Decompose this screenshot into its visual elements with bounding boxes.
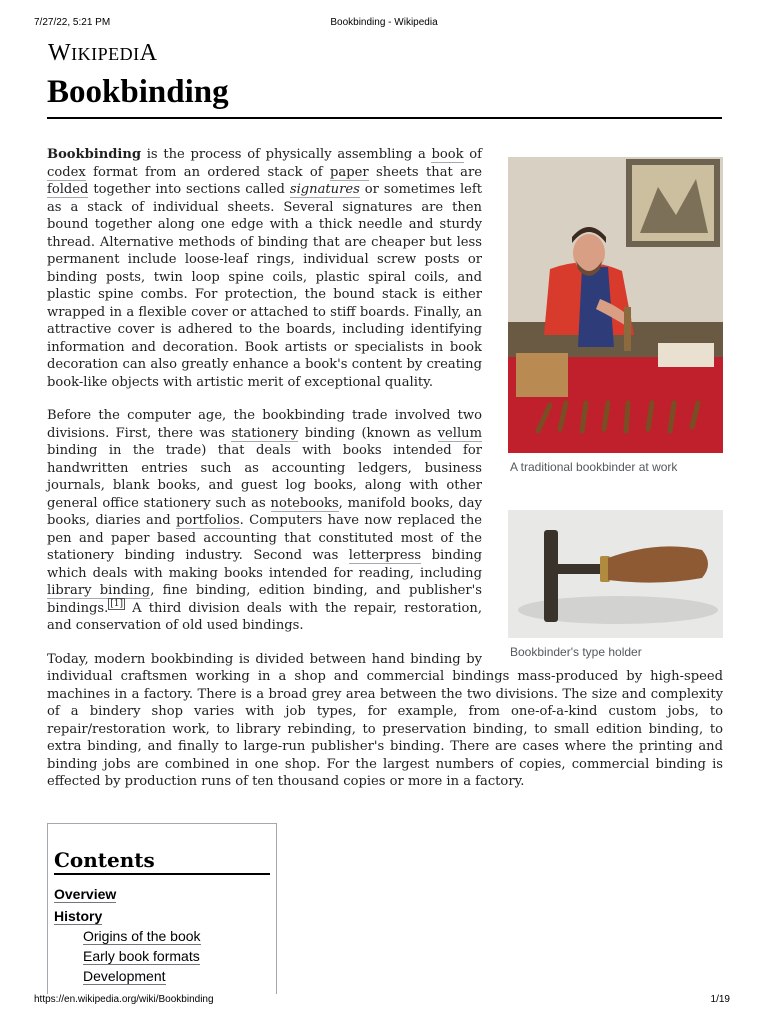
inline-link[interactable]: letterpress (348, 548, 422, 563)
wikipedia-wordmark[interactable]: WIKIPEDIA (48, 40, 158, 66)
inline-link[interactable]: book (431, 147, 464, 162)
inline-link[interactable]: library binding (47, 583, 151, 598)
inline-link[interactable]: codex (47, 164, 86, 180)
type-holder-photo[interactable] (508, 510, 723, 642)
print-url: https://en.wikipedia.org/wiki/Bookbinding (34, 994, 214, 1005)
toc-item-origins[interactable]: Origins of the book (83, 928, 201, 944)
paragraph-intro: Bookbinding is the process of physically assembling a book of codex format from an ordered stack of paper sheets that are folded together into sections called signatures or sometimes left as a stack of individual sheets. Several signatures are then bound together along one edge with a thick needle and sturdy thread. Alternative methods of binding that are cheaper but less permanent include loose-leaf rings, individual screw posts or binding posts, twin loop spine coils, plastic spiral coils, and plastic spine combs. For protection, the bound stack is either wrapped in a flexible cover or attached to stiff boards. Finally, an attractive cover is adhered to the boards, including identifying information and decoration. Book artists or specialists in book decoration can also greatly enhance a book's content by creating book-like objects with artistic merit of exceptional quality. (47, 147, 482, 390)
print-datetime: 7/27/22, 5:21 PM (34, 17, 111, 28)
inline-link[interactable]: stationery (231, 425, 299, 441)
page-title: Bookbinding (47, 74, 229, 110)
bookbinder-photo[interactable] (508, 157, 723, 457)
inline-link[interactable]: portfolios (176, 513, 240, 528)
bold-term: Bookbinding (47, 147, 142, 162)
print-page-title: Bookbinding - Wikipedia (330, 17, 438, 28)
toc-item-development[interactable]: Development (83, 968, 166, 984)
figure-caption: A traditional bookbinder at work (510, 460, 678, 474)
inline-link[interactable]: vellum (437, 425, 482, 441)
title-divider (47, 117, 722, 119)
inline-link[interactable]: folded (47, 182, 89, 197)
figure-bookbinder (508, 157, 723, 660)
print-page-number: 1/19 (710, 994, 730, 1005)
figure-caption: Bookbinder's type holder (510, 645, 642, 659)
paragraph-history: Before the computer age, the bookbinding trade involved two divisions. First, there was stationery binding (known as vellum binding in the trade) that deals with books intended for handwritten entries such as accounting ledgers, business journals, blank books, and guest log books, along with other general office stationery such as notebooks, manifold books, day books, diaries and portfolios. Computers have now replaced the pen and paper based accounting that constituted most of the stationery binding industry. Second was letterpress binding which deals with making books intended for reading, including library binding, fine binding, edition binding, and publisher's bindings. [1] A third division deals with the repair, restoration, and conservation of old used bindings. (47, 408, 483, 633)
print-header (0, 17, 768, 31)
print-footer (0, 994, 768, 1008)
toc-item-early-formats[interactable]: Early book formats (83, 948, 200, 964)
inline-link[interactable]: signatures (289, 182, 360, 197)
article-body (47, 146, 723, 807)
toc-title: Contents (54, 848, 270, 875)
toc-item-history[interactable]: History (54, 908, 103, 924)
inline-link[interactable]: notebooks (270, 495, 339, 511)
toc-item-overview[interactable]: Overview (54, 886, 117, 902)
paragraph-modern: Today, modern bookbinding is divided between hand binding by individual craftsmen working in a shop and commercial bindings mass-produced by high-speed machines in a factory. There is a broad grey area between the two divisions. The size and complexity of a bindery shop varies with job types, for example, from one-of-a-kind custom jobs, to repair/restoration work, to library rebinding, to preservation binding, to small edition binding, to extra binding, and finally to large-run publisher's binding. There are cases where the printing and binding jobs are combined in one shop. For the largest numbers of copies, commercial binding is effected by production runs of ten thousand copies or more in a factory. (47, 651, 723, 789)
inline-link[interactable]: paper (330, 164, 369, 180)
table-of-contents (47, 823, 277, 994)
citation-ref[interactable]: [1] (110, 599, 124, 610)
